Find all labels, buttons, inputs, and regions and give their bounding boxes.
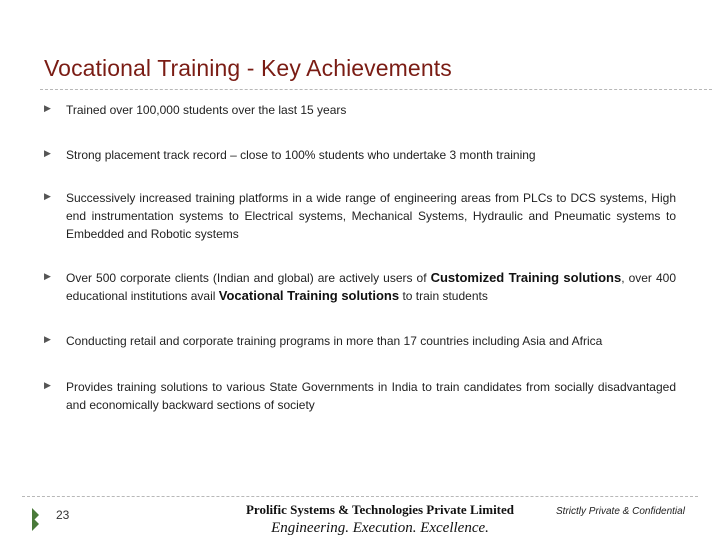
bullet-item [44, 189, 676, 243]
slide-title: Vocational Training - Key Achievements [44, 55, 452, 81]
bullet-text: Strong placement track record – close to 100% students who undertake 3 month training [66, 148, 536, 162]
page-marker-icon [30, 505, 52, 535]
company-block [222, 502, 538, 537]
bullet-item [44, 269, 676, 305]
confidential-notice: Strictly Private & Confidential [556, 506, 685, 517]
bullet-text: Trained over 100,000 students over the last 15 years [66, 103, 347, 117]
bold-phrase: Vocational Training solutions [218, 288, 400, 303]
bullet-item [44, 332, 676, 350]
bullet-item [44, 146, 676, 164]
title-divider [40, 89, 712, 90]
footer-divider [22, 496, 698, 497]
triangle-right-icon: ▶ [44, 334, 51, 344]
bullet-text: Successively increased training platforms in a wide range of engineering areas from PLCs to DCS systems, High end instrumentation systems to Electrical systems, Mechanical Systems, Hydraulic and Pneumatic systems to Embedded and Robotic systems [66, 191, 676, 241]
bullet-text: Provides training solutions to various State Governments in India to train candidates from socially disadvantaged and economically backward sections of society [66, 380, 676, 412]
company-tagline: Engineering. Execution. Excellence. [271, 520, 489, 536]
bold-phrase: Customized Training solutions [430, 270, 622, 285]
bullet-text: Conducting retail and corporate training programs in more than 17 countries including Asia and Africa [66, 334, 603, 348]
bullet-item [44, 101, 676, 119]
triangle-right-icon: ▶ [44, 380, 51, 390]
bullet-item [44, 378, 676, 414]
triangle-right-icon: ▶ [44, 271, 51, 281]
company-name: Prolific Systems & Technologies Private Limited [245, 502, 515, 517]
triangle-right-icon: ▶ [44, 148, 51, 158]
bullet-text: Over 500 corporate clients (Indian and global) are actively users of Customized Training solutions, over 400 educational institutions avail Vocational Training solutions to train students [66, 270, 676, 303]
page-number: 23 [56, 508, 70, 522]
triangle-right-icon: ▶ [44, 191, 51, 201]
triangle-right-icon: ▶ [44, 103, 51, 113]
page-number-badge [30, 505, 110, 535]
